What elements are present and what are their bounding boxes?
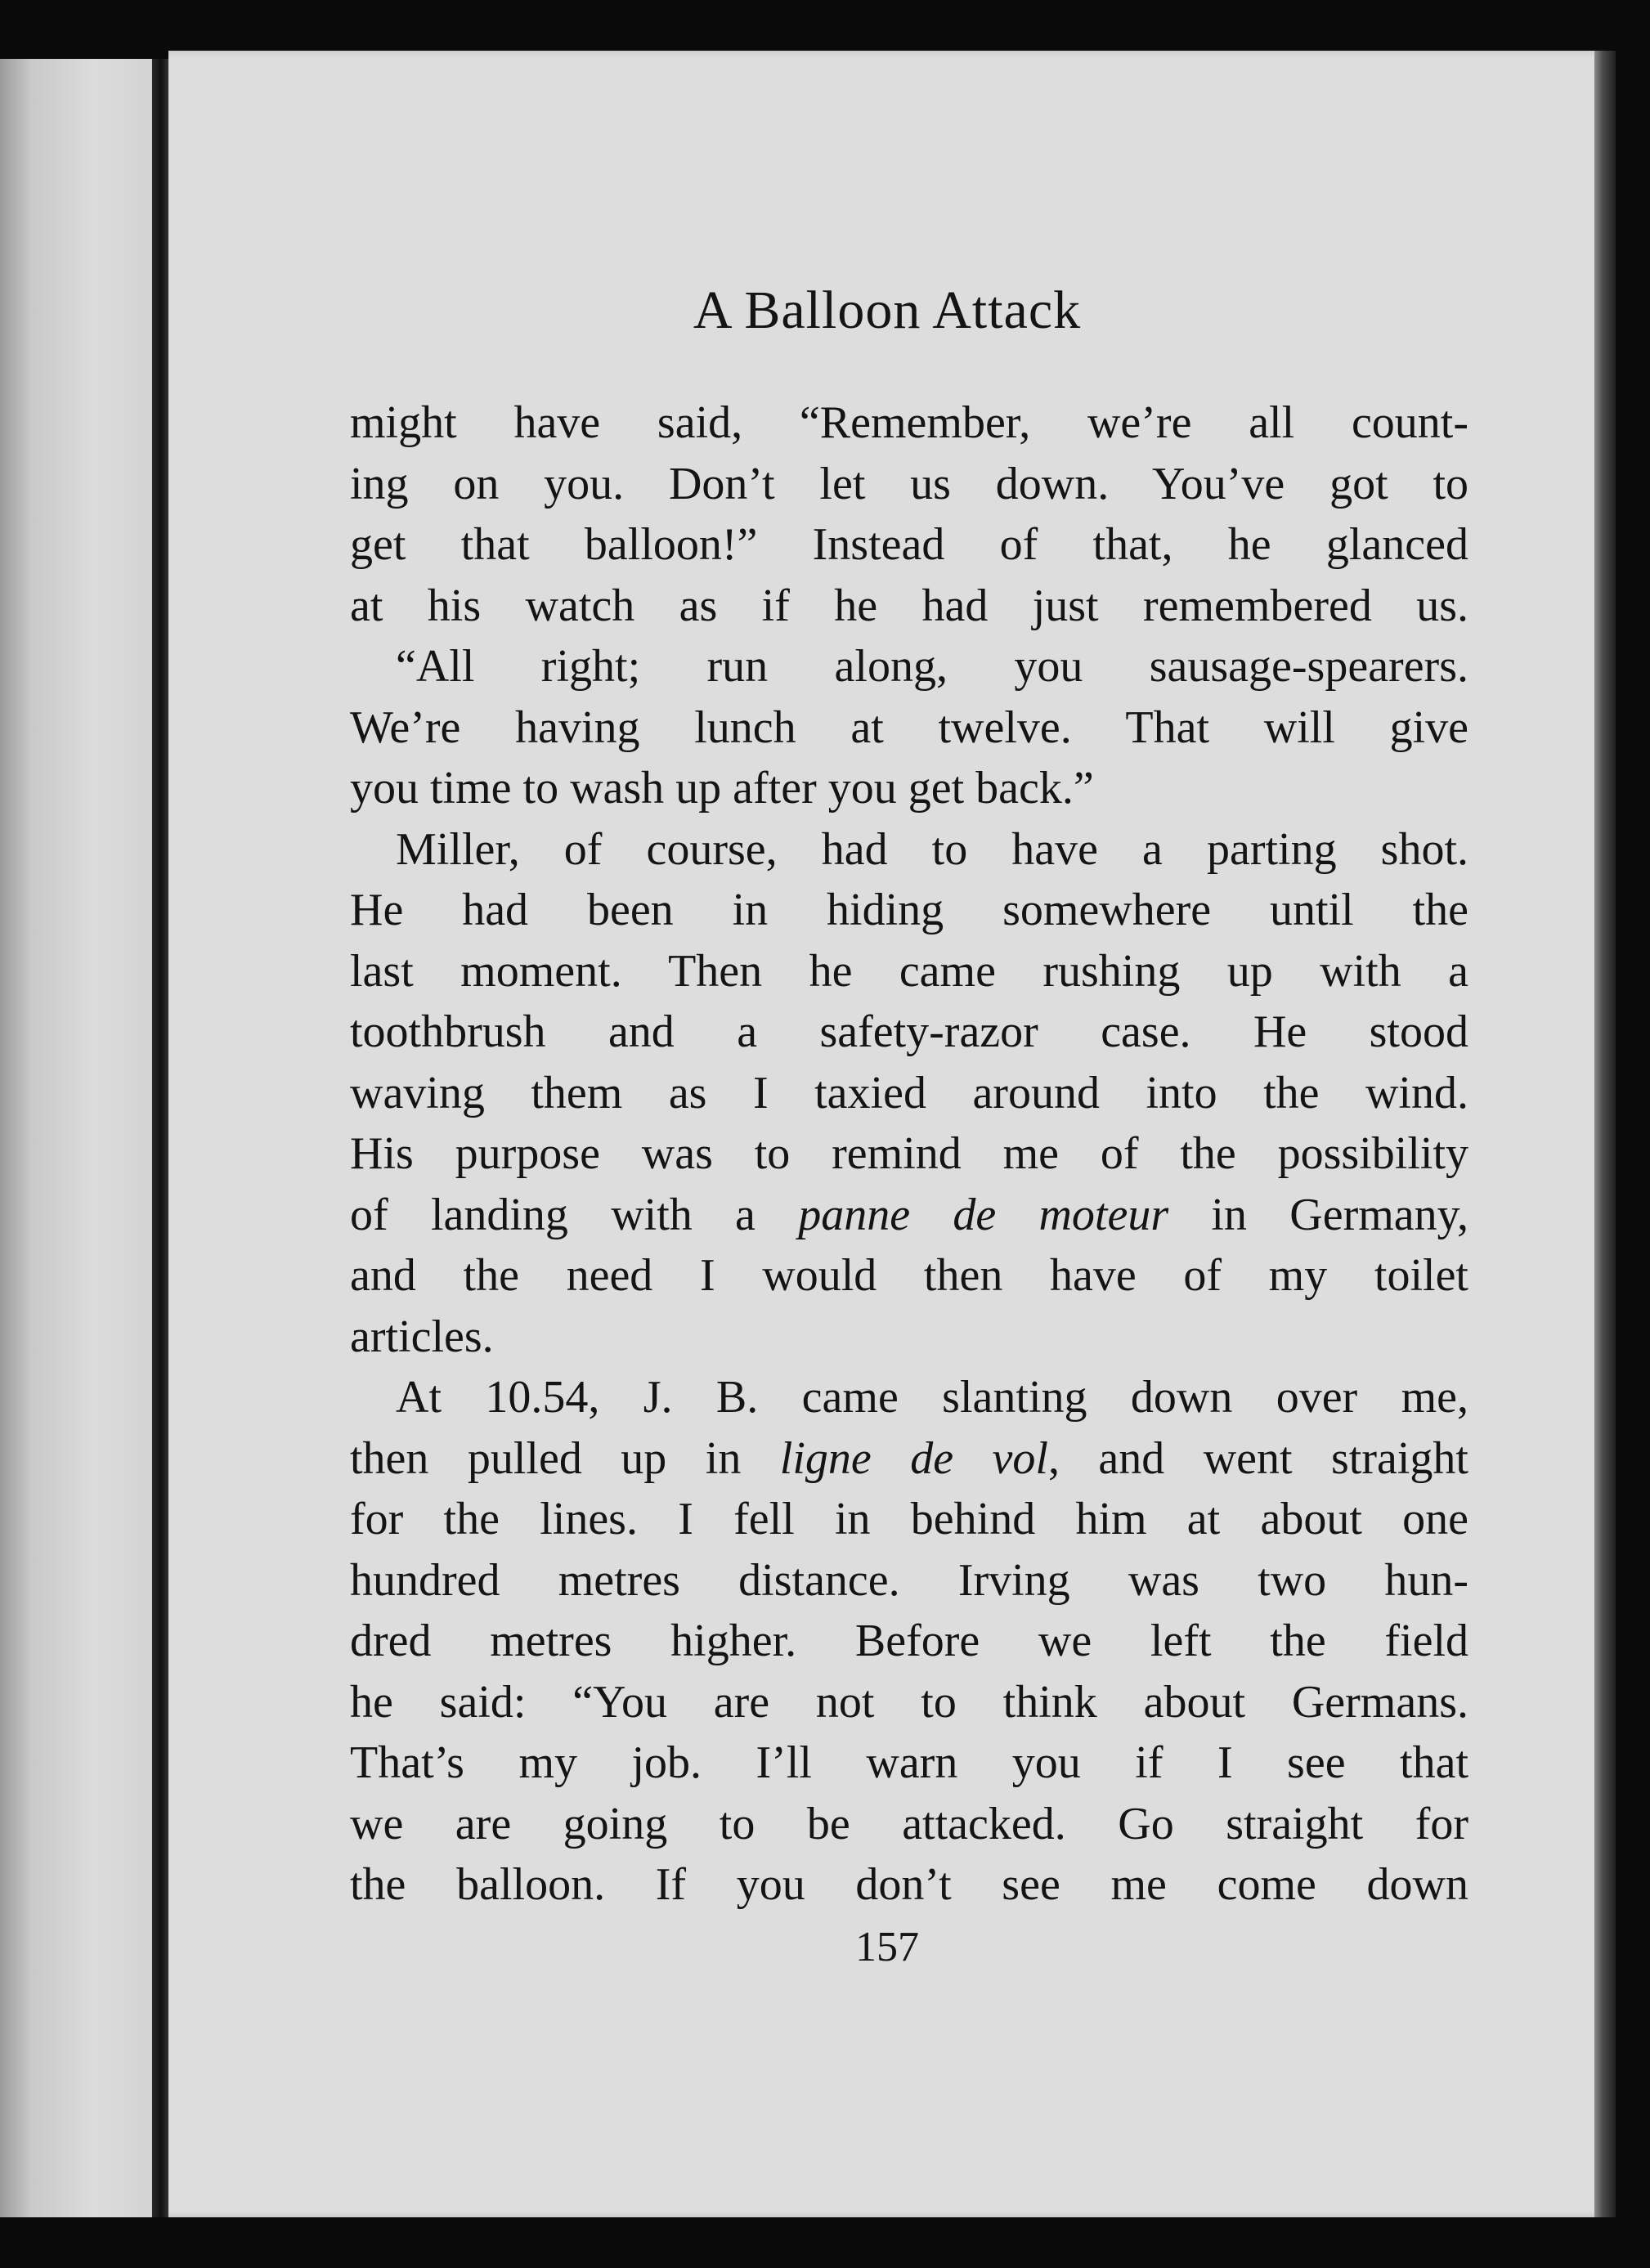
text-line: hundred metres distance. Irving was two hun-	[350, 1554, 1468, 1606]
text-line: the balloon. If you don’t see me come down	[350, 1859, 1468, 1910]
text-line: ing on you. Don’t let us down. You’ve got to	[350, 458, 1468, 509]
text-line: he said: “You are not to think about Germans.	[350, 1676, 1468, 1728]
italic-phrase: ligne de vol	[779, 1432, 1048, 1484]
book-gutter	[152, 59, 170, 2217]
previous-page-edge	[0, 59, 157, 2217]
text-line: That’s my job. I’ll warn you if I see that	[350, 1737, 1468, 1788]
text-line: and the need I would then have of my toilet	[350, 1250, 1468, 1301]
body-text	[350, 392, 1468, 1916]
text-line: dred metres higher. Before we left the field	[350, 1616, 1468, 1666]
text-line: then pulled up in ligne de vol, and went straight	[350, 1432, 1468, 1484]
text-line: for the lines. I fell in behind him at about one	[350, 1494, 1468, 1544]
text-line: we are going to be attacked. Go straight for	[350, 1798, 1468, 1849]
running-head: A Balloon Attack	[693, 280, 1082, 340]
text-line: toothbrush and a safety-razor case. He stood	[350, 1006, 1468, 1057]
text-line: at his watch as if he had just remembered us.	[350, 580, 1468, 631]
text-line: He had been in hiding somewhere until the	[350, 885, 1468, 935]
text-line: waving them as I taxied around into the wind.	[350, 1067, 1468, 1118]
text-line: At 10.54, J. B. came slanting down over me,	[396, 1372, 1468, 1423]
page-fore-edge	[1594, 51, 1616, 2217]
text-line: get that balloon!” Instead of that, he glanced	[350, 519, 1468, 570]
text-line: of landing with a panne de moteur in Germany,	[350, 1189, 1468, 1240]
italic-phrase: panne de moteur	[798, 1189, 1169, 1240]
text-line: articles.	[350, 1311, 494, 1362]
book-page	[168, 51, 1606, 2217]
text-line: His purpose was to remind me of the possibility	[350, 1128, 1468, 1179]
text-line: might have said, “Remember, we’re all count-	[350, 397, 1468, 448]
page-number: 157	[855, 1924, 919, 1970]
text-line: you time to wash up after you get back.”	[350, 763, 1094, 814]
text-line: We’re having lunch at twelve. That will give	[350, 701, 1468, 753]
text-line: “All right; run along, you sausage-spearers.	[396, 641, 1468, 692]
text-line: last moment. Then he came rushing up with a	[350, 945, 1468, 997]
text-line: Miller, of course, had to have a parting shot.	[396, 823, 1468, 875]
